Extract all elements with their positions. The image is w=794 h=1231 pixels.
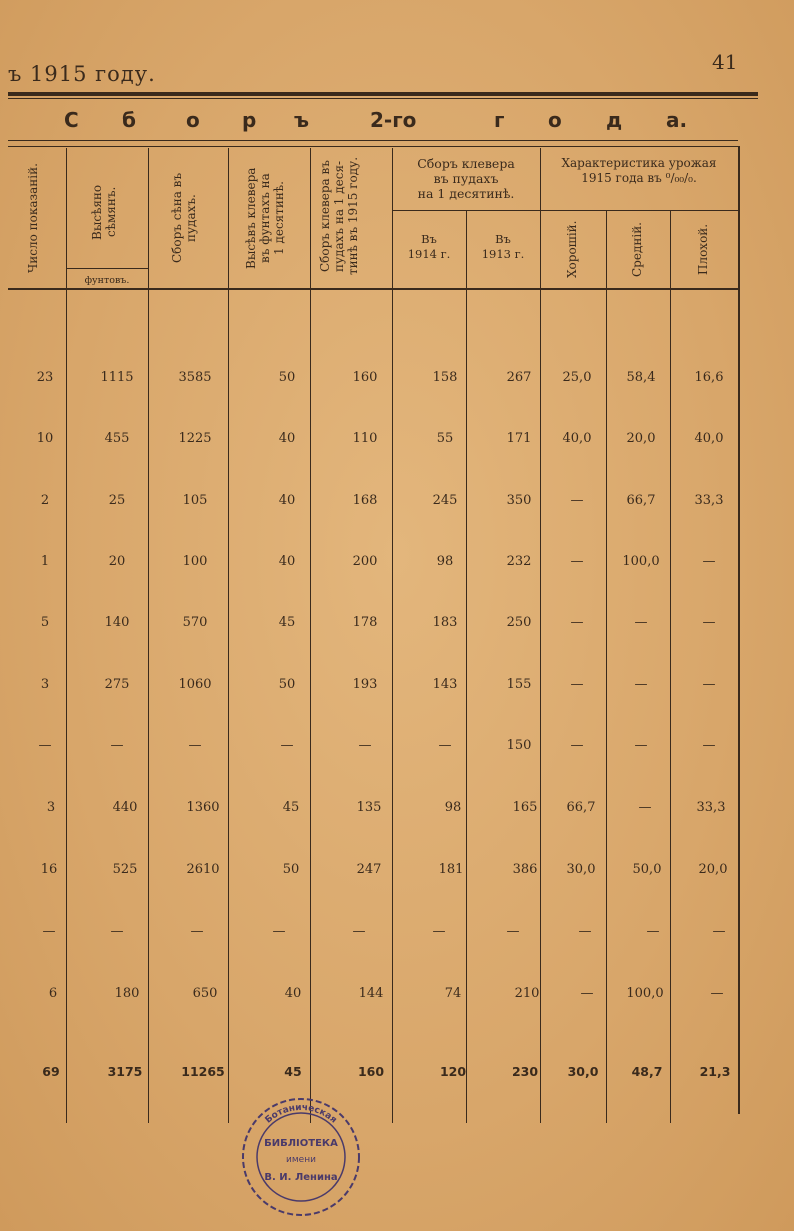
cell-seeds: 275 (104, 677, 130, 692)
header-seeds-unit: фунтовъ. (84, 275, 130, 286)
cell-good: 40,0 (562, 431, 592, 446)
total-1913: 230 (511, 1064, 539, 1079)
cell-clover-1915: 135 (356, 800, 382, 815)
cell-1913: 171 (506, 431, 532, 446)
cell-hay: 570 (182, 615, 208, 630)
cell-medium: 66,7 (626, 493, 656, 508)
column-line (228, 148, 229, 1123)
cell-poor: — (702, 738, 716, 753)
banner-rule-2 (8, 146, 738, 147)
cell-1913: 155 (506, 677, 532, 692)
cell-1914: — (438, 738, 452, 753)
cell-poor: — (702, 615, 716, 630)
cell-poor: — (710, 986, 724, 1001)
cell-1914: — (432, 924, 446, 939)
cell-clover-1915: — (352, 924, 366, 939)
cell-hay: 100 (182, 554, 208, 569)
cell-count: 23 (36, 370, 54, 385)
cell-count: 3 (40, 677, 50, 692)
cell-seeds: 455 (104, 431, 130, 446)
cell-clover-sown: 45 (282, 800, 300, 815)
banner-letter: а. (666, 108, 688, 132)
total-good: 30,0 (567, 1064, 599, 1079)
cell-medium: — (634, 615, 648, 630)
banner-letter: д (606, 108, 623, 132)
total-clover-sown: 45 (284, 1064, 302, 1079)
header-seeds-sown: Высѣяно сѣмянъ. (90, 184, 118, 240)
stamp-arc-text: Ботаническая (263, 1102, 339, 1126)
cell-good: — (570, 738, 584, 753)
cell-1914: 55 (436, 431, 454, 446)
cell-poor: — (702, 554, 716, 569)
cell-1913: 165 (512, 800, 538, 815)
cell-good: — (570, 615, 584, 630)
cell-1914: 143 (432, 677, 458, 692)
column-line (148, 148, 149, 1123)
cell-medium: 58,4 (626, 370, 656, 385)
cell-poor: 40,0 (694, 431, 724, 446)
cell-clover-1915: 144 (358, 986, 384, 1001)
stamp-line-2: имени (286, 1155, 316, 1165)
cell-seeds: 440 (112, 800, 138, 815)
banner-letter: г (494, 108, 505, 132)
banner-letter: р (242, 108, 257, 132)
cell-1913: 267 (506, 370, 532, 385)
cell-1913: 350 (506, 493, 532, 508)
cell-hay: 1225 (178, 431, 212, 446)
cell-count: — (42, 924, 56, 939)
running-head: ъ 1915 году. (8, 62, 156, 86)
column-line (310, 148, 311, 1123)
cell-clover-1915: 160 (352, 370, 378, 385)
cell-good: 66,7 (566, 800, 596, 815)
cell-poor: 20,0 (698, 862, 728, 877)
cell-1913: 250 (506, 615, 532, 630)
cell-1913: — (506, 924, 520, 939)
cell-clover-sown: 40 (284, 986, 302, 1001)
cell-poor: 16,6 (694, 370, 724, 385)
cell-1913: 232 (506, 554, 532, 569)
header-bottom-rule (8, 288, 738, 290)
cell-count: 2 (40, 493, 50, 508)
cell-clover-sown: — (280, 738, 294, 753)
cell-1913: 150 (506, 738, 532, 753)
top-rule (8, 92, 758, 96)
banner-letter: С (64, 108, 79, 132)
header-clover-sown: Высѣвъ клевера въ фунтахъ на 1 десятинѣ. (244, 167, 286, 269)
cell-hay: 1060 (178, 677, 212, 692)
cell-good: — (570, 677, 584, 692)
cell-medium: 100,0 (622, 554, 660, 569)
column-line (66, 148, 67, 1123)
total-seeds: 3175 (107, 1064, 143, 1079)
cell-1914: 158 (432, 370, 458, 385)
unit-line (66, 268, 148, 269)
cell-count: 16 (40, 862, 58, 877)
cell-hay: 1360 (186, 800, 220, 815)
cell-clover-sown: 50 (278, 677, 296, 692)
cell-hay: — (188, 738, 202, 753)
right-border (738, 146, 740, 1114)
banner-letter: о (548, 108, 562, 132)
cell-clover-1915: 200 (352, 554, 378, 569)
cell-1914: 74 (444, 986, 462, 1001)
cell-clover-1915: 178 (352, 615, 378, 630)
cell-clover-sown: — (272, 924, 286, 939)
cell-clover-sown: 40 (278, 554, 296, 569)
cell-1914: 183 (432, 615, 458, 630)
cell-medium: — (638, 800, 652, 815)
total-1914: 120 (439, 1064, 467, 1079)
cell-seeds: 140 (104, 615, 130, 630)
cell-clover-sown: 45 (278, 615, 296, 630)
cell-count: — (38, 738, 52, 753)
cell-hay: 3585 (178, 370, 212, 385)
banner-letter: б (122, 108, 136, 132)
total-medium: 48,7 (631, 1064, 663, 1079)
cell-1914: 181 (438, 862, 464, 877)
cell-poor: — (712, 924, 726, 939)
cell-count: 6 (48, 986, 58, 1001)
cell-good: 25,0 (562, 370, 592, 385)
group-line (392, 210, 738, 211)
header-1913: Въ 1913 г. (481, 232, 525, 261)
cell-1913: 210 (514, 986, 540, 1001)
cell-good: — (570, 554, 584, 569)
cell-hay: 105 (182, 493, 208, 508)
cell-medium: 20,0 (626, 431, 656, 446)
cell-count: 5 (40, 615, 50, 630)
header-good: Хорошій. (565, 220, 579, 278)
banner-rule (8, 140, 738, 141)
cell-1913: 386 (512, 862, 538, 877)
header-count: Число показаній. (26, 163, 40, 273)
banner-letter: о (186, 108, 200, 132)
cell-seeds: 25 (108, 493, 126, 508)
cell-good: 30,0 (566, 862, 596, 877)
stamp-line-3: В. И. Ленина (264, 1172, 338, 1183)
cell-clover-1915: 193 (352, 677, 378, 692)
page-number: 41 (712, 50, 738, 74)
cell-hay: 2610 (186, 862, 220, 877)
cell-seeds: 180 (114, 986, 140, 1001)
cell-count: 3 (46, 800, 56, 815)
cell-seeds: 525 (112, 862, 138, 877)
cell-good: — (580, 986, 594, 1001)
cell-1914: 98 (444, 800, 462, 815)
header-characteristic-group: Характеристика урожая 1915 года въ ⁰/₀₀/₀. (561, 156, 717, 185)
cell-clover-sown: 50 (282, 862, 300, 877)
header-poor: Плохой. (696, 223, 710, 275)
cell-good: — (570, 493, 584, 508)
cell-medium: — (634, 677, 648, 692)
cell-hay: — (190, 924, 204, 939)
library-stamp (238, 1094, 364, 1220)
cell-hay: 650 (192, 986, 218, 1001)
cell-seeds: — (110, 924, 124, 939)
header-1914: Въ 1914 г. (407, 232, 451, 261)
header-medium: Средній. (630, 221, 644, 277)
cell-count: 10 (36, 431, 54, 446)
total-hay: 11265 (181, 1064, 225, 1079)
total-poor: 21,3 (699, 1064, 731, 1079)
cell-medium: — (634, 738, 648, 753)
cell-medium: — (646, 924, 660, 939)
cell-poor: 33,3 (696, 800, 726, 815)
cell-clover-1915: — (358, 738, 372, 753)
cell-poor: 33,3 (694, 493, 724, 508)
cell-poor: — (702, 677, 716, 692)
cell-seeds: — (110, 738, 124, 753)
cell-1914: 98 (436, 554, 454, 569)
cell-clover-1915: 247 (356, 862, 382, 877)
cell-clover-1915: 168 (352, 493, 378, 508)
cell-clover-sown: 40 (278, 431, 296, 446)
column-line (540, 148, 541, 1123)
cell-seeds: 1115 (100, 370, 134, 385)
banner-letter: ъ (294, 108, 310, 132)
header-clover-group: Сборъ клевера въ пудахъ на 1 десятинѣ. (417, 156, 515, 201)
cell-clover-1915: 110 (352, 431, 378, 446)
cell-1914: 245 (432, 493, 458, 508)
header-hay-yield: Сборъ сѣна въ пудахъ. (170, 172, 198, 264)
cell-clover-sown: 50 (278, 370, 296, 385)
banner-letter: 2-го (370, 108, 417, 132)
total-clover-1915: 160 (357, 1064, 385, 1079)
cell-seeds: 20 (108, 554, 126, 569)
total-count: 69 (42, 1064, 60, 1079)
banner-title (8, 98, 736, 138)
cell-count: 1 (40, 554, 50, 569)
column-line (392, 148, 393, 1123)
header-clover-1915: Сборъ клевера въ пудахъ на 1 деся- тинѣ въ 1915 году. (318, 156, 360, 276)
cell-medium: 100,0 (626, 986, 664, 1001)
cell-medium: 50,0 (632, 862, 662, 877)
cell-clover-sown: 40 (278, 493, 296, 508)
stamp-line-1: БИБЛІОТЕКА (264, 1138, 338, 1149)
cell-good: — (578, 924, 592, 939)
